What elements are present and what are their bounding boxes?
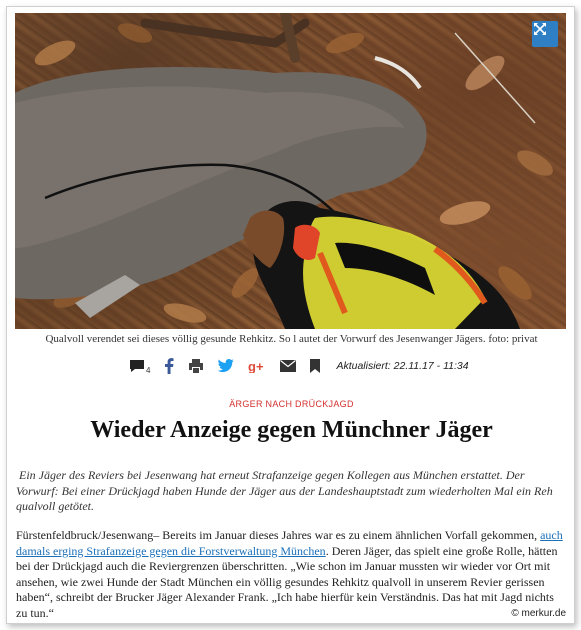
expand-arrows-icon — [532, 21, 548, 37]
related-article-link[interactable]: auch damals erging Strafanzeige gegen die Forstverwaltung München — [16, 528, 563, 558]
bookmark-button[interactable] — [310, 355, 320, 377]
mail-share-button[interactable] — [280, 355, 296, 377]
source-credit: © merkur.de — [511, 608, 566, 619]
comment-icon — [129, 359, 145, 373]
bookmark-icon — [310, 359, 320, 373]
article-screenshot-frame — [6, 6, 575, 624]
twitter-share-button[interactable] — [218, 355, 234, 377]
article-kicker: ÄRGER NACH DRÜCKJAGD — [229, 399, 354, 409]
facebook-share-button[interactable] — [164, 355, 174, 377]
expand-image-button[interactable] — [532, 21, 558, 47]
svg-text:g+: g+ — [248, 359, 264, 373]
article-body — [16, 528, 568, 621]
article-body-end: . Deren Jäger, das spielt eine große Rolle, hätten bei der Drückjagd auch die Reviergrenzen überschritten. „Wie schon im Januar mussten wir wieder vor Ort mit ansehen, wie zwei Hunde der Stadt München ein völlig gesundes Rehkitz qualvoll in unserem Revier gerissen haben“, schreibt der Brucker Jäger Alexander Frank. „Ich habe hierfür kein Verständnis. Das hat mit Jagd nichts zu tun.“ — [16, 543, 558, 620]
googleplus-share-button[interactable] — [248, 355, 266, 377]
article-lead-text: Ein Jäger des Reviers bei Jesenwang hat erneut Strafanzeige gegen Kollegen aus München erstattet. Der Vorwurf: Bei einer Drückjagd haben Hunde der Jäger aus der Landeshauptstadt zum wiederholten Mal ein Reh qualvoll getötet. — [16, 468, 553, 513]
print-button[interactable] — [188, 355, 204, 377]
article-body-start: Fürstenfeldbruck/Jesenwang– Bereits im Januar dieses Jahres war es zu einem ähnlichen Vorfall gekommen, — [16, 528, 541, 542]
twitter-icon — [218, 359, 234, 373]
photo-caption: Qualvoll verendet sei dieses völlig gesunde Rehkitz. So l autet der Vorwurf des Jesenwanger Jägers. foto: privat — [45, 333, 538, 345]
facebook-icon — [164, 358, 174, 374]
updated-timestamp: Aktualisiert: 22.11.17 - 11:34 — [336, 360, 469, 372]
article-lead — [16, 468, 566, 515]
comment-button[interactable] — [129, 355, 150, 377]
photo-illustration — [15, 13, 566, 329]
article-photo[interactable] — [15, 13, 566, 329]
comment-count: 4 — [146, 365, 151, 375]
mail-icon — [280, 360, 296, 372]
googleplus-icon — [248, 359, 266, 373]
print-icon — [188, 358, 204, 374]
social-share-bar — [129, 355, 469, 377]
article-headline: Wieder Anzeige gegen Münchner Jäger — [90, 417, 493, 443]
